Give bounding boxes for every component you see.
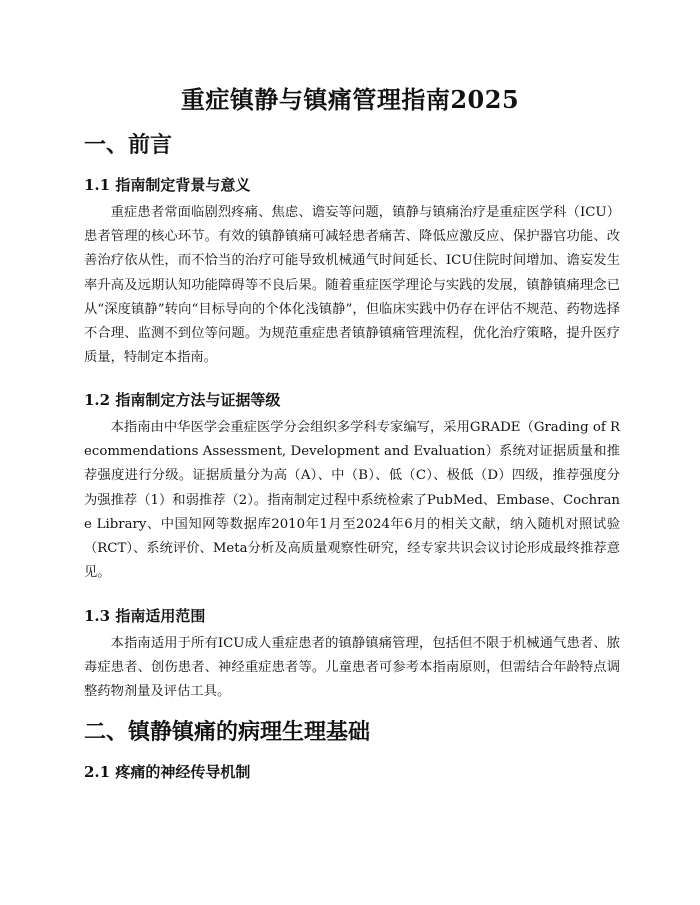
document-title: 重症镇静与镇痛管理指南2025 [180,85,520,114]
paragraph-1-3: 本指南适用于所有ICU成人重症患者的镇静镇痛管理，包括但不限于机械通气患者、脓毒症患者、创伤患者、神经重症患者等。儿童患者可参考本指南原则，但需结合年龄特点调整药物剂量及评估工具。 [84,636,620,700]
section-heading-pathophysiology: 二、镇静镇痛的病理生理基础 [84,719,371,745]
paragraph-1-1: 重症患者常面临剧烈疼痛、焦虑、谵妄等问题，镇静与镇痛治疗是重症医学科（ICU）患者管理的核心环节。有效的镇静镇痛可减轻患者痛苦、降低应激反应、保护器官功能、改善治疗依从性，而不恰当的治疗可能导致机械通气时间延长、ICU住院时间增加、谵妄发生率升高及远期认知功能障碍等不良后果。随着重症医学理论与实践的发展，镇静镇痛理念已从“深度镇静”转向“目标导向的个体化浅镇静”，但临床实践中仍存在评估不规范、药物选择不合理、监测不到位等问题。为规范重症患者镇静镇痛管理流程，优化治疗策略，提升医疗质量，特制定本指南。 [84,205,620,366]
subsection-heading-1-1: 1.1 指南制定背景与意义 [84,176,251,194]
paragraph-1-2: 本指南由中华医学会重症医学分会组织多学科专家编写，采用GRADE（Grading of Recommendations Assessment, Development and Evaluation）系统对证据质量和推荐强度进行分级。证据质量分为高（A）、中（B）、低（C）、极低（D）四级，推荐强度分为强推荐（1）和弱推荐（2）。指南制定过程中系统检索了PubMed、Embase、Cochrane Library、中国知网等数据库2010年1月至2024年6月的相关文献，纳入随机对照试验（RCT）、系统评价、Meta分析及高质量观察性研究，经专家共识会议讨论形成最终推荐意见。 [84,420,620,581]
subsection-heading-1-3: 1.3 指南适用范围 [84,607,206,625]
subsection-heading-2-1: 2.1 疼痛的神经传导机制 [84,763,251,781]
section-heading-preface: 一、前言 [84,132,173,158]
subsection-heading-1-2: 1.2 指南制定方法与证据等级 [84,391,281,409]
